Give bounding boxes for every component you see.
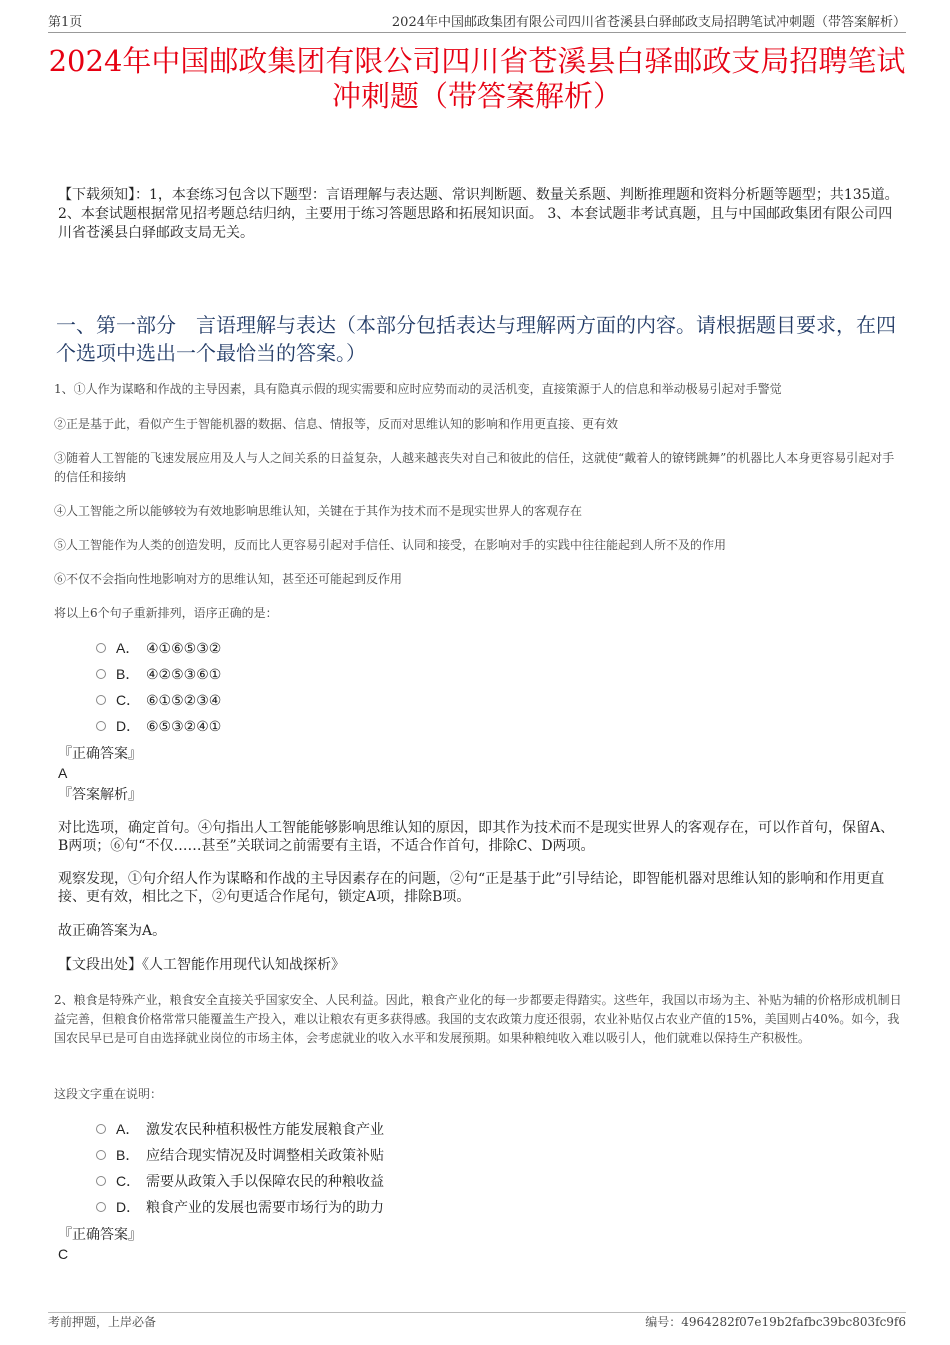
footer-code: 编号：4964282f07e19b2fafbc39bc803fc9f6: [645, 1315, 906, 1329]
radio-icon[interactable]: [96, 1150, 106, 1160]
radio-icon[interactable]: [96, 1176, 106, 1186]
radio-icon[interactable]: [96, 669, 106, 679]
q1-line-1: 1、①人作为谋略和作战的主导因素，具有隐真示假的现实需要和应时应势而动的灵活机变，直接策源于人的信息和举动极易引起对手警觉: [54, 382, 782, 396]
q1-option-b[interactable]: B． ④②⑤③⑥①: [96, 664, 221, 684]
radio-icon[interactable]: [96, 1202, 106, 1212]
q2-option-d[interactable]: D． 粮食产业的发展也需要市场行为的助力: [96, 1197, 384, 1217]
radio-icon[interactable]: [96, 643, 106, 653]
q2-prompt: 这段文字重在说明：: [54, 1087, 163, 1101]
q1-analysis-2: 观察发现，①句介绍人作为谋略和作战的主导因素存在的问题，②句“正是基于此”引导结论，即智能机器对思维认知的影响和作用更直接、更有效，相比之下，②句更适合作尾句，锁定A项，排除B项。: [58, 871, 885, 905]
q1-option-d[interactable]: D． ⑥⑤③②④①: [96, 716, 221, 736]
page-title: 2024年中国邮政集团有限公司四川省苍溪县白驿邮政支局招聘笔试冲刺题（带答案解析）: [48, 44, 906, 113]
q2-answer: C: [58, 1246, 69, 1262]
radio-icon[interactable]: [96, 1124, 106, 1134]
page-number: 第1页: [48, 15, 83, 30]
q1-prompt: 将以上6个句子重新排列，语序正确的是：: [54, 606, 278, 620]
q1-line-6: ⑥不仅不会指向性地影响对方的思维认知，甚至还可能起到反作用: [54, 572, 403, 586]
q1-option-a[interactable]: A． ④①⑥⑤③②: [96, 638, 221, 658]
q2-option-b[interactable]: B． 应结合现实情况及时调整相关政策补贴: [96, 1145, 384, 1165]
q1-analysis-3: 故正确答案为A。: [58, 923, 167, 939]
q2-option-a[interactable]: A． 激发农民种植积极性方能发展粮食产业: [96, 1119, 384, 1139]
q1-analysis-label: 『答案解析』: [58, 787, 142, 803]
q1-option-c[interactable]: C． ⑥①⑤②③④: [96, 690, 221, 710]
header-divider: [48, 32, 906, 33]
q2-option-c[interactable]: C． 需要从政策入手以保障农民的种粮收益: [96, 1171, 384, 1191]
download-notice: 【下载须知】：1，本套练习包含以下题型：言语理解与表达题、常识判断题、数量关系题、判断推理题和资料分析题等题型；共135道。 2、本套试题根据常见招考题总结归纳，主要用于练习答题思路和拓展知识面。 3、本套试题非考试真题，且与中国邮政集团有限公司四川省苍溪县白驿邮政支局无关。: [58, 187, 899, 241]
q1-source: 【文段出处】《人工智能作用现代认知战探析》: [58, 957, 345, 973]
q1-line-4: ④人工智能之所以能够较为有效地影响思维认知，关键在于其作为技术而不是现实世界人的客观存在: [54, 504, 583, 518]
section-heading: 一、第一部分 言语理解与表达（本部分包括表达与理解两方面的内容。请根据题目要求，在四个选项中选出一个最恰当的答案。）: [56, 313, 896, 365]
q2-text: 2、粮食是特殊产业，粮食安全直接关乎国家安全、人民利益。因此，粮食产业化的每一步都要走得踏实。这些年，我国以市场为主、补贴为辅的价格形成机制日益完善，但粮食价格常常只能覆盖生产投入，难以让粮农有更多获得感。我国的支农政策力度还很弱，农业补贴仅占农业产值的15%，美国则占40%。如今，我国农民早已是可自由选择就业岗位的市场主体，会考虑就业的收入水平和发展预期。如果种粮纯收入难以吸引人，他们就难以保持生产积极性。: [54, 993, 902, 1045]
q1-answer: A: [58, 765, 68, 781]
q1-line-5: ⑤人工智能作为人类的创造发明，反而比人更容易引起对手信任、认同和接受，在影响对手的实践中往往能起到人所不及的作用: [54, 538, 727, 552]
q1-line-3: ③随着人工智能的飞速发展应用及人与人之间关系的日益复杂，人越来越丧失对自己和彼此的信任，这就使“戴着人的镣铐跳舞”的机器比人本身更容易引起对手的信任和接纳: [54, 451, 895, 484]
q1-analysis-1: 对比选项，确定首句。④句指出人工智能能够影响思维认知的原因，即其作为技术而不是现实世界人的客观存在，可以作首句，保留A、B两项；⑥句“不仅……甚至”关联词之前需要有主语，不适合作首句，排除C、D两项。: [58, 820, 895, 854]
radio-icon[interactable]: [96, 721, 106, 731]
q1-answer-label: 『正确答案』: [58, 746, 142, 762]
footer-slogan: 考前押题，上岸必备: [48, 1315, 157, 1329]
header-doc-title: 2024年中国邮政集团有限公司四川省苍溪县白驿邮政支局招聘笔试冲刺题（带答案解析）: [391, 15, 906, 30]
radio-icon[interactable]: [96, 695, 106, 705]
q1-line-2: ②正是基于此，看似产生于智能机器的数据、信息、情报等，反而对思维认知的影响和作用更直接、更有效: [54, 417, 619, 431]
q2-answer-label: 『正确答案』: [58, 1227, 142, 1243]
